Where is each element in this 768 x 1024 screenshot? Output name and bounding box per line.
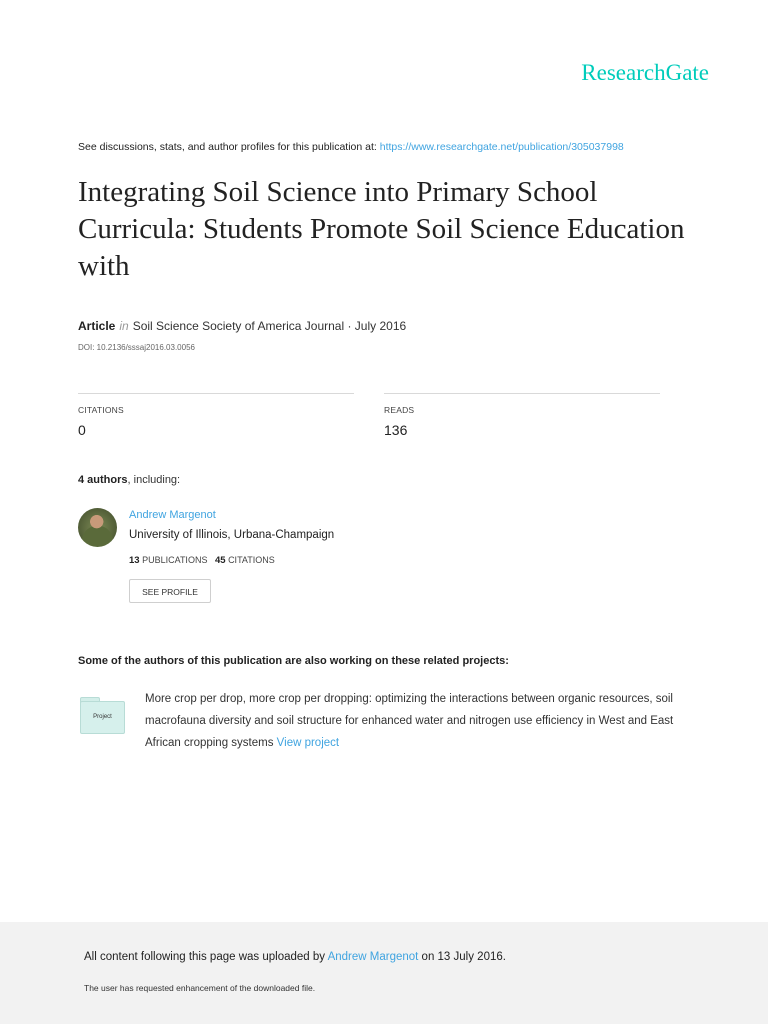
researchgate-logo: ResearchGate [581, 60, 709, 85]
author-affiliation: University of Illinois, Urbana-Champaign [129, 529, 335, 541]
doi: DOI: 10.2136/sssaj2016.03.0056 [78, 343, 195, 352]
author-name-link[interactable]: Andrew Margenot [129, 509, 216, 521]
footer [0, 922, 768, 1024]
see-profile-button[interactable]: SEE PROFILE [129, 579, 211, 603]
citations-value: 0 [78, 422, 86, 438]
authors-count: 4 authors [78, 474, 128, 486]
folder-label: Project [80, 701, 125, 734]
publication-meta [78, 319, 406, 333]
author-citations-label: CITATIONS [228, 555, 275, 565]
upload-prefix: All content following this page was uploaded by [84, 951, 328, 963]
folder-icon[interactable] [80, 697, 125, 734]
publication-url-link[interactable]: https://www.researchgate.net/publication/305037998 [379, 141, 624, 153]
author-avatar[interactable] [78, 508, 117, 547]
related-projects-heading: Some of the authors of this publication are also working on these related projects: [78, 655, 509, 667]
citations-label: CITATIONS [78, 405, 124, 415]
uploader-link[interactable]: Andrew Margenot [327, 951, 419, 963]
authors-summary [78, 474, 180, 486]
upload-suffix: on 13 July 2016. [418, 951, 506, 963]
discussion-prefix: See discussions, stats, and author profiles for this publication at: [78, 141, 380, 153]
reads-label: READS [384, 405, 415, 415]
author-stats [129, 555, 275, 566]
article-type: Article [78, 319, 116, 333]
publications-count: 13 [129, 555, 140, 566]
publication-title: Integrating Soil Science into Primary School Curricula: Students Promote Soil Science Education with [78, 176, 685, 282]
discussion-line [78, 141, 624, 153]
publications-label: PUBLICATIONS [142, 555, 208, 565]
journal-name: Soil Science Society of America Journal · July 2016 [132, 319, 407, 333]
citations-divider [78, 393, 354, 394]
enhancement-note: The user has requested enhancement of the downloaded file. [84, 983, 316, 993]
authors-suffix: , including: [127, 474, 181, 486]
upload-info [84, 951, 506, 963]
reads-divider [384, 393, 660, 394]
project-text: More crop per drop, more crop per dropping: optimizing the interactions between organic resources, soil macrofauna diversity and soil structure for enhanced water and nitrogen use efficiency in West and East African cropping systems [145, 693, 674, 749]
reads-value: 136 [384, 422, 408, 438]
in-label: in [119, 319, 129, 333]
project-description [145, 688, 700, 754]
view-project-link[interactable]: View project [276, 737, 340, 749]
author-citations-count: 45 [214, 555, 226, 566]
